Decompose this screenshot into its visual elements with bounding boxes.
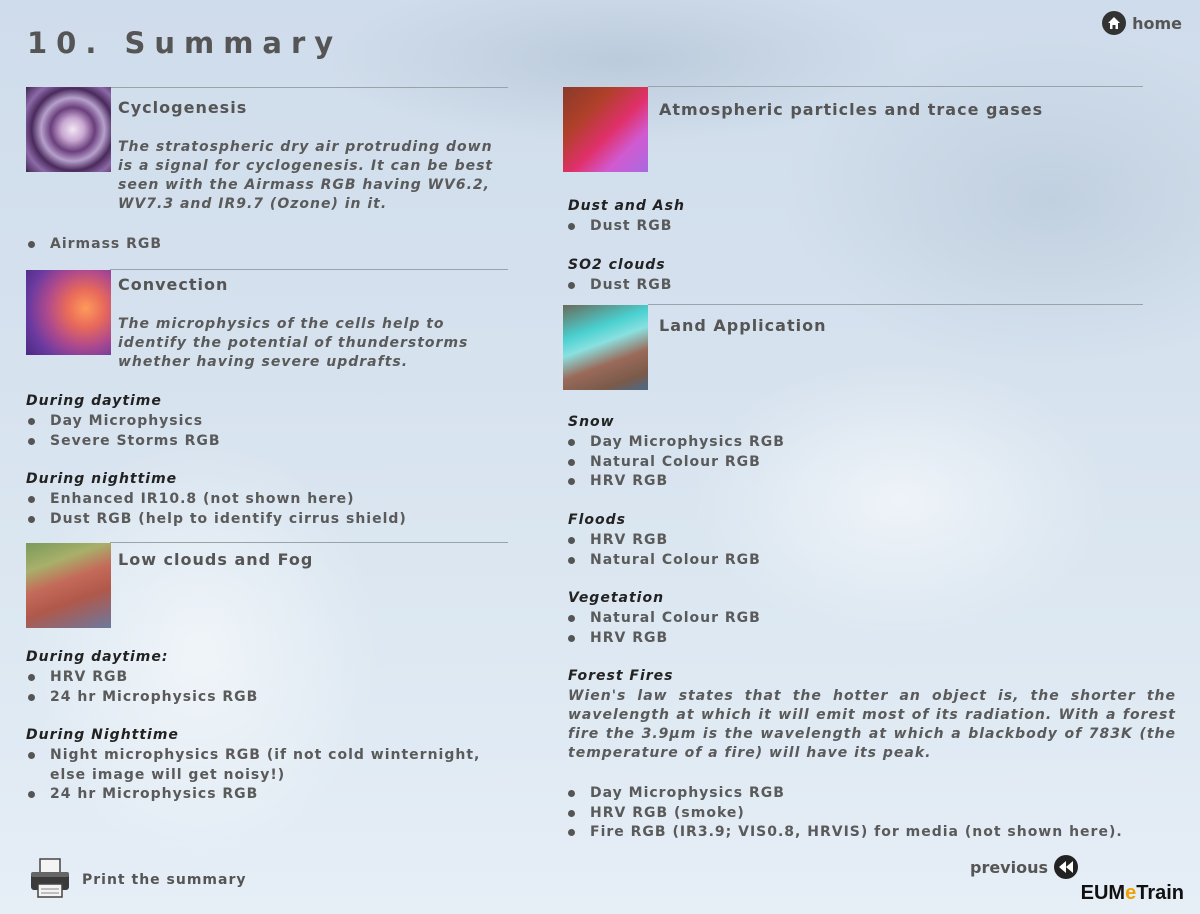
floods-heading: Floods — [568, 512, 626, 528]
convection-night-heading: During nighttime — [26, 471, 178, 487]
convection-day-list — [26, 412, 506, 451]
fog-night-heading: During Nighttime — [26, 727, 179, 743]
section-divider — [110, 542, 508, 543]
fog-night-list — [26, 746, 506, 805]
particles-title: Atmospheric particles and trace gases — [659, 100, 1044, 119]
cyclogenesis-title: Cyclogenesis — [118, 98, 248, 117]
list-item: Enhanced IR10.8 (not shown here) — [26, 490, 506, 510]
so2-heading: SO2 clouds — [568, 257, 666, 273]
list-item: HRV RGB — [566, 629, 1146, 649]
section-divider — [648, 304, 1143, 305]
convection-day-heading: During daytime — [26, 393, 162, 409]
snow-heading: Snow — [568, 414, 615, 430]
list-item: Natural Colour RGB — [566, 551, 1146, 571]
rewind-icon — [1054, 855, 1078, 879]
print-summary-label: Print the summary — [82, 872, 247, 888]
vegetation-list — [566, 609, 1146, 648]
list-item: Airmass RGB — [26, 235, 506, 255]
vegetation-heading: Vegetation — [568, 590, 665, 606]
printer-icon — [28, 857, 72, 903]
list-item: HRV RGB — [566, 472, 1146, 492]
land-title: Land Application — [659, 316, 827, 335]
dust-list — [566, 217, 1146, 237]
list-item: HRV RGB (smoke) — [566, 804, 1166, 824]
previous-label: previous — [969, 857, 1048, 877]
list-item: Day Microphysics RGB — [566, 433, 1146, 453]
list-item: Severe Storms RGB — [26, 432, 506, 452]
fires-description: Wien's law states that the hotter an object is, the shorter the wavelength at which it will emit most of its radiation. With a forest fire the 3.9μm is the wavelength at which a blackbody of 783K (the temperature of a fire) will have its peak. — [568, 688, 1176, 761]
page-title: 10. Summary — [27, 26, 343, 60]
list-item: Natural Colour RGB — [566, 609, 1146, 629]
home-button[interactable] — [1102, 11, 1182, 35]
list-item: Fire RGB (IR3.9; VIS0.8, HRVIS) for media (not shown here). — [566, 823, 1166, 843]
list-item: Night microphysics RGB (if not cold winternight, else image will get noisy!) — [26, 746, 506, 785]
cyclogenesis-thumbnail — [26, 87, 111, 172]
home-label: home — [1132, 13, 1182, 33]
previous-button[interactable] — [970, 855, 1078, 879]
list-item: 24 hr Microphysics RGB — [26, 688, 506, 708]
fires-heading: Forest Fires — [568, 668, 674, 684]
list-item: 24 hr Microphysics RGB — [26, 785, 506, 805]
dust-heading: Dust and Ash — [568, 198, 685, 214]
list-item: Day Microphysics — [26, 412, 506, 432]
list-item: Dust RGB — [566, 276, 1146, 296]
so2-list — [566, 276, 1146, 296]
list-item: HRV RGB — [566, 531, 1146, 551]
list-item: Dust RGB (help to identify cirrus shield) — [26, 510, 506, 530]
fog-day-list — [26, 668, 506, 707]
fog-thumbnail — [26, 543, 111, 628]
eumetrain-logo: EUMeTrain — [1080, 882, 1184, 904]
convection-thumbnail — [26, 270, 111, 355]
snow-list — [566, 433, 1146, 492]
convection-night-list — [26, 490, 506, 529]
list-item: HRV RGB — [26, 668, 506, 688]
particles-thumbnail — [563, 87, 648, 172]
list-item: Day Microphysics RGB — [566, 784, 1166, 804]
section-divider — [110, 87, 508, 88]
cyclogenesis-description: The stratospheric dry air protruding down is a signal for cyclogenesis. It can be best seen with the Airmass RGB having WV6.2, WV7.3 and IR9.7 (Ozone) in it. — [118, 139, 494, 212]
fires-list — [566, 784, 1166, 843]
convection-title: Convection — [118, 275, 229, 294]
convection-description: The microphysics of the cells help to identify the potential of thunderstorms whether having severe updrafts. — [118, 316, 469, 370]
floods-list — [566, 531, 1146, 570]
cyclogenesis-list — [26, 235, 506, 255]
fog-day-heading: During daytime: — [26, 649, 169, 665]
section-divider — [648, 86, 1143, 87]
home-icon — [1102, 11, 1126, 35]
list-item: Dust RGB — [566, 217, 1146, 237]
section-divider — [110, 269, 508, 270]
print-summary-button[interactable] — [28, 857, 246, 903]
land-thumbnail — [563, 305, 648, 390]
fog-title: Low clouds and Fog — [118, 550, 314, 569]
list-item: Natural Colour RGB — [566, 453, 1146, 473]
